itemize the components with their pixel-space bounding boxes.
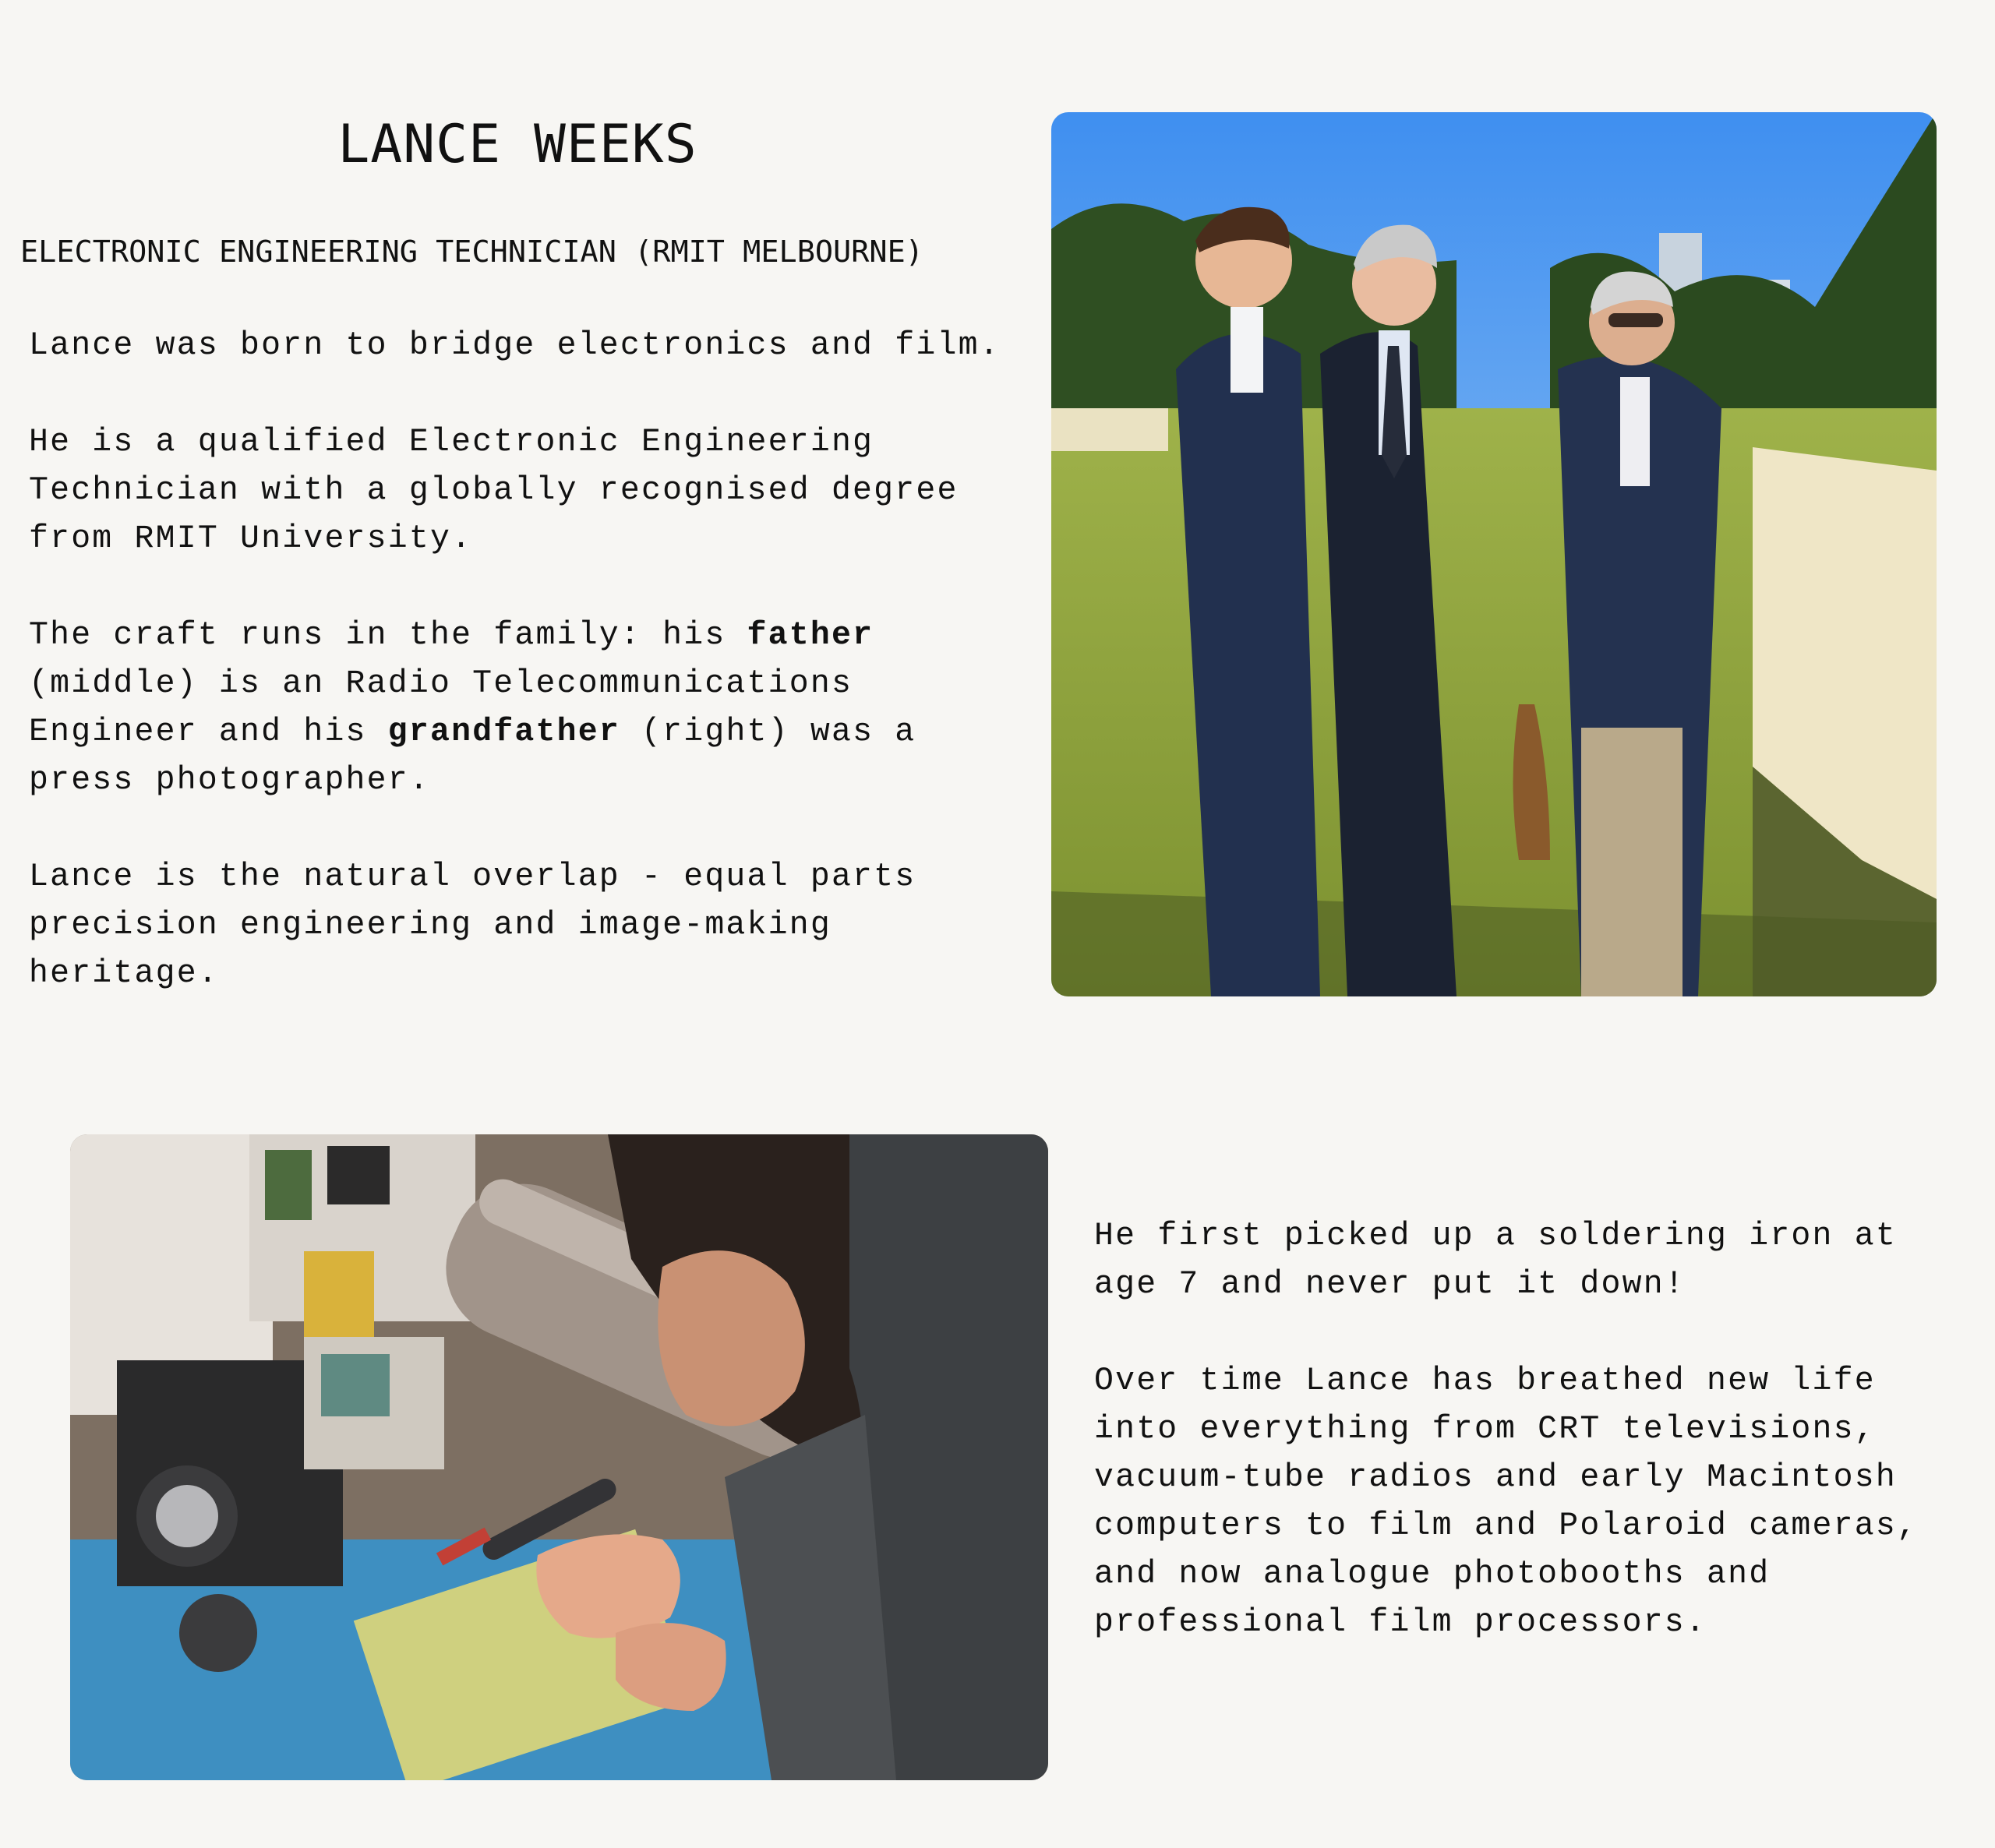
intro-line: Lance is the natural overlap - equal parts — [29, 859, 916, 895]
intro-paragraph-1 — [29, 322, 1034, 370]
grandfather-emphasis: grandfather — [387, 714, 620, 750]
story-line: into everything from CRT televisions, — [1094, 1411, 1876, 1448]
intro-paragraph-4 — [29, 853, 1034, 998]
story-line: and now analogue photobooths and — [1094, 1556, 1771, 1592]
story-line: He first picked up a soldering iron at — [1094, 1218, 1897, 1254]
intro-line: heritage. — [29, 955, 219, 992]
story-paragraph-1 — [1094, 1212, 1983, 1309]
intro-text — [29, 322, 1034, 998]
family-photo-illustration — [1051, 112, 1937, 996]
soldering-photo — [70, 1134, 1048, 1780]
intro-line: Lance was born to bridge electronics and film. — [29, 327, 1001, 364]
family-photo — [1051, 112, 1937, 996]
page-title: LANCE WEEKS — [337, 114, 697, 175]
role-subtitle: ELECTRONIC ENGINEERING TECHNICIAN (RMIT MELBOURNE) — [20, 235, 923, 270]
story-paragraph-2 — [1094, 1357, 1983, 1647]
story-line: vacuum-tube radios and early Macintosh — [1094, 1459, 1897, 1496]
intro-line: He is a qualified Electronic Engineering — [29, 424, 874, 460]
story-line: professional film processors. — [1094, 1604, 1707, 1641]
intro-line: press photographer. — [29, 762, 430, 799]
intro-line: (middle) is an Radio Telecommunications — [29, 665, 853, 702]
soldering-photo-illustration — [70, 1134, 1048, 1780]
story-line: computers to film and Polaroid cameras, — [1094, 1508, 1919, 1544]
intro-line: Engineer and his — [29, 714, 388, 750]
intro-paragraph-2 — [29, 418, 1034, 563]
story-line: Over time Lance has breathed new life — [1094, 1363, 1876, 1399]
story-line: age 7 and never put it down! — [1094, 1266, 1686, 1303]
intro-line: (right) was a — [620, 714, 916, 750]
intro-line: from RMIT University. — [29, 520, 473, 557]
father-emphasis: father — [747, 617, 874, 654]
intro-line: Technician with a globally recognised degree — [29, 472, 959, 509]
story-text — [1094, 1212, 1983, 1647]
intro-line: precision engineering and image-making — [29, 907, 832, 943]
intro-paragraph-3 — [29, 612, 1034, 805]
intro-line: The craft runs in the family: his — [29, 617, 747, 654]
